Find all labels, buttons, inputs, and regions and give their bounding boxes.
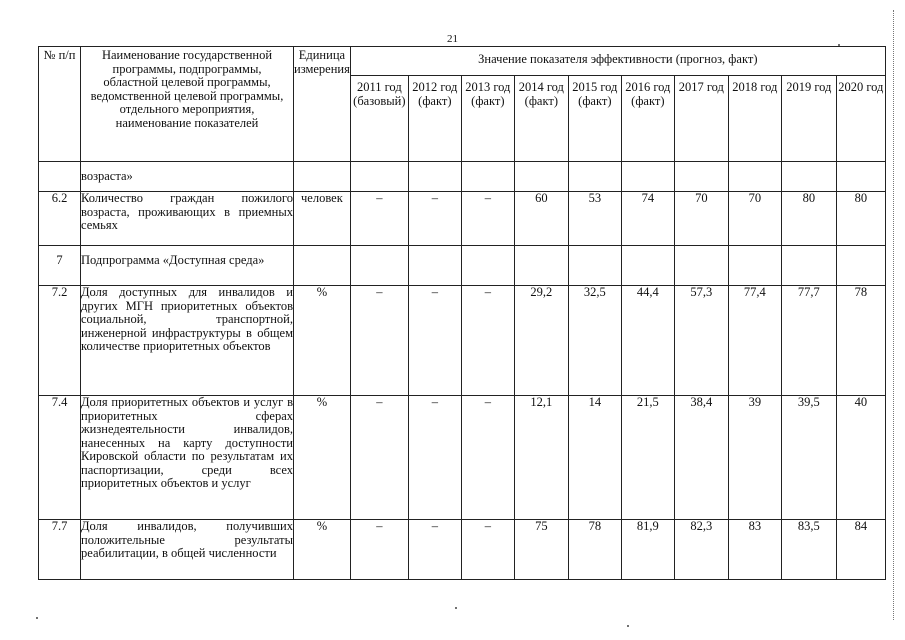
row-num: 7.4 [39, 396, 81, 520]
header-year-label: 2013 год [465, 80, 511, 94]
row-value [461, 162, 514, 192]
row-value [781, 246, 836, 286]
row-value: 60 [514, 192, 568, 246]
header-name: Наименование государственной программы, подпрограммы, областной целевой программы, ведомственной целевой программы, отдельного мероприятия, наименование показателей [81, 47, 294, 162]
scan-artifact-dot [36, 617, 38, 619]
row-value: – [350, 192, 408, 246]
header-year-label: 2012 год [412, 80, 458, 94]
header-year-2019 [781, 76, 836, 162]
header-year-label: 2019 год [786, 80, 832, 94]
header-year-note: (факт) [631, 93, 665, 108]
row-value: 21,5 [621, 396, 674, 520]
row-unit: % [294, 396, 351, 520]
row-value: 83,5 [781, 520, 836, 580]
header-year-2018 [728, 76, 781, 162]
row-value [461, 246, 514, 286]
header-year-label: 2017 год [678, 80, 724, 94]
header-year-2014 [514, 76, 568, 162]
table-row [39, 246, 886, 286]
row-value: 40 [836, 396, 885, 520]
row-unit [294, 162, 351, 192]
header-year-label: 2016 год [625, 80, 671, 94]
row-num: 7.7 [39, 520, 81, 580]
row-value: 75 [514, 520, 568, 580]
header-year-2015 [568, 76, 621, 162]
row-value [350, 162, 408, 192]
row-value: – [408, 520, 461, 580]
header-year-2020 [836, 76, 885, 162]
row-value: 14 [568, 396, 621, 520]
header-year-2012 [408, 76, 461, 162]
row-value: 74 [621, 192, 674, 246]
row-value: 12,1 [514, 396, 568, 520]
header-year-note: (факт) [418, 93, 452, 108]
header-unit: Единица измерения [294, 47, 351, 162]
row-value: 80 [781, 192, 836, 246]
row-value: 29,2 [514, 286, 568, 396]
row-value [836, 246, 885, 286]
table-row [39, 192, 886, 246]
header-year-label: 2020 год [838, 80, 884, 94]
row-value: – [461, 520, 514, 580]
row-value: 39 [728, 396, 781, 520]
page-number: 21 [447, 33, 458, 45]
row-value: – [350, 286, 408, 396]
row-value: 53 [568, 192, 621, 246]
header-year-2016 [621, 76, 674, 162]
header-year-note: (факт) [578, 93, 612, 108]
row-num: 7.2 [39, 286, 81, 396]
header-year-note: (факт) [524, 93, 558, 108]
row-value: – [461, 396, 514, 520]
scan-artifact-dot [627, 625, 629, 627]
row-value: 77,4 [728, 286, 781, 396]
header-year-label: 2011 год [356, 80, 402, 94]
row-value: – [350, 520, 408, 580]
row-value: 78 [836, 286, 885, 396]
row-value: 70 [674, 192, 728, 246]
row-value: 57,3 [674, 286, 728, 396]
row-value [621, 162, 674, 192]
row-value [836, 162, 885, 192]
row-num: 6.2 [39, 192, 81, 246]
row-value [568, 246, 621, 286]
row-value: 82,3 [674, 520, 728, 580]
header-year-label: 2015 год [572, 80, 618, 94]
row-unit: % [294, 520, 351, 580]
row-value: – [350, 396, 408, 520]
header-year-2013 [461, 76, 514, 162]
header-year-2011 [350, 76, 408, 162]
table-row [39, 286, 886, 396]
row-num: 7 [39, 246, 81, 286]
header-row-1 [39, 47, 886, 76]
row-value [408, 162, 461, 192]
row-value [674, 246, 728, 286]
row-unit: человек [294, 192, 351, 246]
row-value [728, 162, 781, 192]
scan-artifact-dot [455, 607, 457, 609]
header-year-label: 2014 год [518, 80, 564, 94]
row-value: 44,4 [621, 286, 674, 396]
row-name: Доля приоритетных объектов и услуг в приоритетных сферах жизнедеятельности инвалидов, нанесенных на карту доступности Кировской области по результатам их паспортизации, среди всех приоритетных объектов и услуг [81, 396, 294, 520]
row-value [674, 162, 728, 192]
row-value [514, 162, 568, 192]
table-row [39, 520, 886, 580]
row-value: 32,5 [568, 286, 621, 396]
row-value [350, 246, 408, 286]
header-year-2017 [674, 76, 728, 162]
row-value: 78 [568, 520, 621, 580]
row-name: Подпрограмма «Доступная среда» [81, 246, 294, 286]
indicators-table [38, 46, 886, 580]
scan-artifact-dot [838, 44, 840, 46]
row-value: 81,9 [621, 520, 674, 580]
row-value: – [408, 396, 461, 520]
row-name: Доля доступных для инвалидов и других МГН приоритетных объектов социальной, транспортной, инженерной инфраструктуры в общем количестве приоритетных объектов [81, 286, 294, 396]
row-value: 70 [728, 192, 781, 246]
header-year-note: (базовый) [353, 93, 406, 108]
header-year-note: (факт) [471, 93, 505, 108]
row-value [781, 162, 836, 192]
row-value: 38,4 [674, 396, 728, 520]
row-value [728, 246, 781, 286]
row-value: 83 [728, 520, 781, 580]
row-unit [294, 246, 351, 286]
row-name: Доля инвалидов, получивших положительные результаты реабилитации, в общей численности [81, 520, 294, 580]
header-num: № п/п [39, 47, 81, 162]
header-year-label: 2018 год [732, 80, 778, 94]
header-group: Значение показателя эффективности (прогноз, факт) [350, 47, 885, 76]
row-value [408, 246, 461, 286]
scan-artifact-line [893, 10, 894, 620]
row-value: – [408, 192, 461, 246]
row-value: – [461, 286, 514, 396]
row-name: Количество граждан пожилого возраста, проживающих в приемных семьях [81, 192, 294, 246]
table-row [39, 396, 886, 520]
row-value [514, 246, 568, 286]
table-row [39, 162, 886, 192]
row-num [39, 162, 81, 192]
row-value [568, 162, 621, 192]
row-value: 84 [836, 520, 885, 580]
row-value: 77,7 [781, 286, 836, 396]
row-value: – [461, 192, 514, 246]
row-value [621, 246, 674, 286]
row-name: возраста» [81, 162, 294, 192]
row-value: – [408, 286, 461, 396]
row-value: 39,5 [781, 396, 836, 520]
row-unit: % [294, 286, 351, 396]
row-value: 80 [836, 192, 885, 246]
